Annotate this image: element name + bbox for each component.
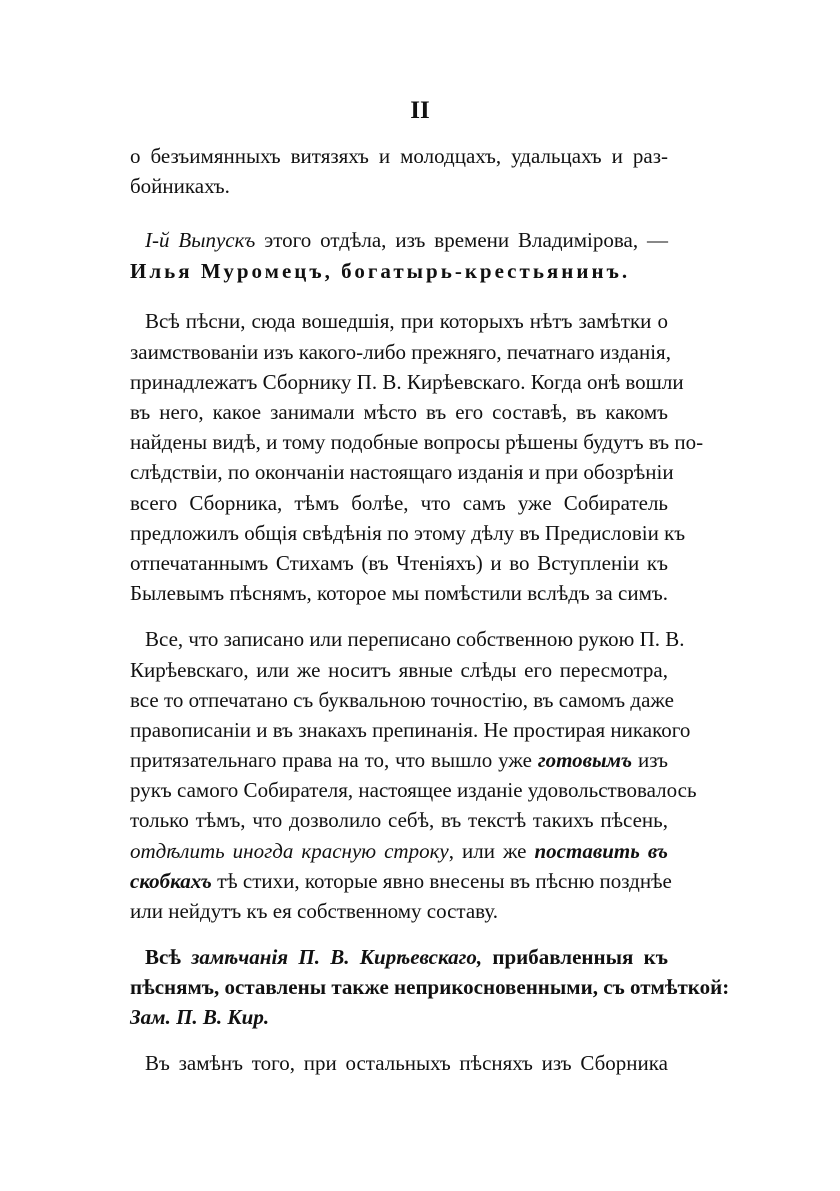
paragraph-3-line-4: въ него, какое занимали мѣсто въ его составѣ, въ какомъ bbox=[130, 400, 668, 424]
paragraph-4-line-9 bbox=[130, 867, 672, 895]
paragraph-4-line-8-mid: , или же bbox=[448, 839, 535, 863]
emphasis-ready-made: готовымъ bbox=[537, 748, 633, 772]
page-number: II bbox=[410, 97, 430, 124]
paragraph-5-line-1-start: Всѣ bbox=[145, 945, 192, 969]
paragraph-4-line-2: Кирѣевскаго, или же носитъ явные слѣды его пересмотра, bbox=[130, 658, 668, 682]
paragraph-3-line-8: предложилъ общія свѣдѣнія по этому дѣлу въ Предисловіи къ bbox=[130, 521, 686, 545]
paragraph-3-line-10: Былевымъ пѣснямъ, которое мы помѣстили вслѣдъ за симъ. bbox=[130, 581, 668, 605]
paragraph-4-line-5-end: изъ bbox=[637, 748, 669, 772]
section-title: Илья Муромецъ, богатырь-крестьянинъ. bbox=[130, 259, 631, 283]
emphasis-remarks: замѣчанія П. В. Кирѣевскаго, bbox=[191, 945, 483, 969]
paragraph-5-line-1-end: прибавленныя къ bbox=[482, 945, 668, 969]
paragraph-6-line-1: Въ замѣнъ того, при остальныхъ пѣсняхъ изъ Сборника bbox=[145, 1051, 668, 1075]
paragraph-4-line-5-text: притязательнаго права на то, что вышло уже bbox=[130, 748, 532, 772]
paragraph-1-line-1: о безъимянныхъ витязяхъ и молодцахъ, удальцахъ и раз- bbox=[130, 144, 668, 168]
paragraph-3-line-5: найдены видѣ, и тому подобные вопросы рѣшены будутъ въ по- bbox=[130, 430, 704, 454]
paragraph-4-line-6: рукъ самого Собирателя, настоящее изданіе удовольствовалось bbox=[130, 778, 697, 802]
paragraph-4-line-5 bbox=[130, 746, 668, 774]
paragraph-1-line-2: бойникахъ. bbox=[130, 174, 230, 198]
paragraph-3-line-1: Всѣ пѣсни, сюда вошедшія, при которыхъ нѣтъ замѣтки о bbox=[145, 309, 668, 333]
paragraph-3-line-7: всего Сборника, тѣмъ болѣе, что самъ уже Собиратель bbox=[130, 491, 668, 515]
remark-mark: Зам. П. В. Кир. bbox=[130, 1005, 270, 1029]
emphasis-red-line: отдѣлить иногда красную строку bbox=[130, 839, 449, 863]
paragraph-4-line-9-text: тѣ стихи, которые явно внесены въ пѣсню позднѣе bbox=[211, 869, 672, 893]
paragraph-4-line-1: Все, что записано или переписано собственною рукою П. В. bbox=[145, 627, 685, 651]
issue-label: I-й Выпускъ bbox=[145, 228, 256, 252]
paragraph-4-line-4: правописаніи и въ знакахъ препинанія. Не простирая никакого bbox=[130, 718, 691, 742]
paragraph-5-line-1 bbox=[145, 943, 668, 971]
paragraph-3-line-6: слѣдствіи, по окончаніи настоящаго изданія и при обозрѣніи bbox=[130, 460, 674, 484]
paragraph-3-line-9: отпечатаннымъ Стихамъ (въ Чтеніяхъ) и во Вступленіи къ bbox=[130, 551, 668, 575]
paragraph-4-line-8 bbox=[130, 837, 668, 865]
paragraph-5-line-2: пѣснямъ, оставлены также неприкосновенными, съ отмѣткой: bbox=[130, 975, 730, 999]
paragraph-4-line-10: или нейдутъ къ ея собственному составу. bbox=[130, 899, 499, 923]
paragraph-4-line-3: все то отпечатано съ буквальною точностію, въ самомъ даже bbox=[130, 688, 674, 712]
paragraph-3-line-3: принадлежатъ Сборнику П. В. Кирѣевскаго. Когда онѣ вошли bbox=[130, 370, 684, 394]
emphasis-place-in: поставить въ bbox=[534, 839, 668, 863]
paragraph-3-line-2: заимствованіи изъ какого-либо прежняго, печатнаго изданія, bbox=[130, 340, 671, 364]
section-intro-text: этого отдѣла, изъ времени Владимірова, — bbox=[255, 228, 669, 252]
paragraph-4-line-7: только тѣмъ, что дозволило себѣ, въ текстѣ такихъ пѣсень, bbox=[130, 808, 668, 832]
emphasis-brackets: скобкахъ bbox=[130, 869, 212, 893]
section-intro-line-1 bbox=[145, 226, 668, 254]
